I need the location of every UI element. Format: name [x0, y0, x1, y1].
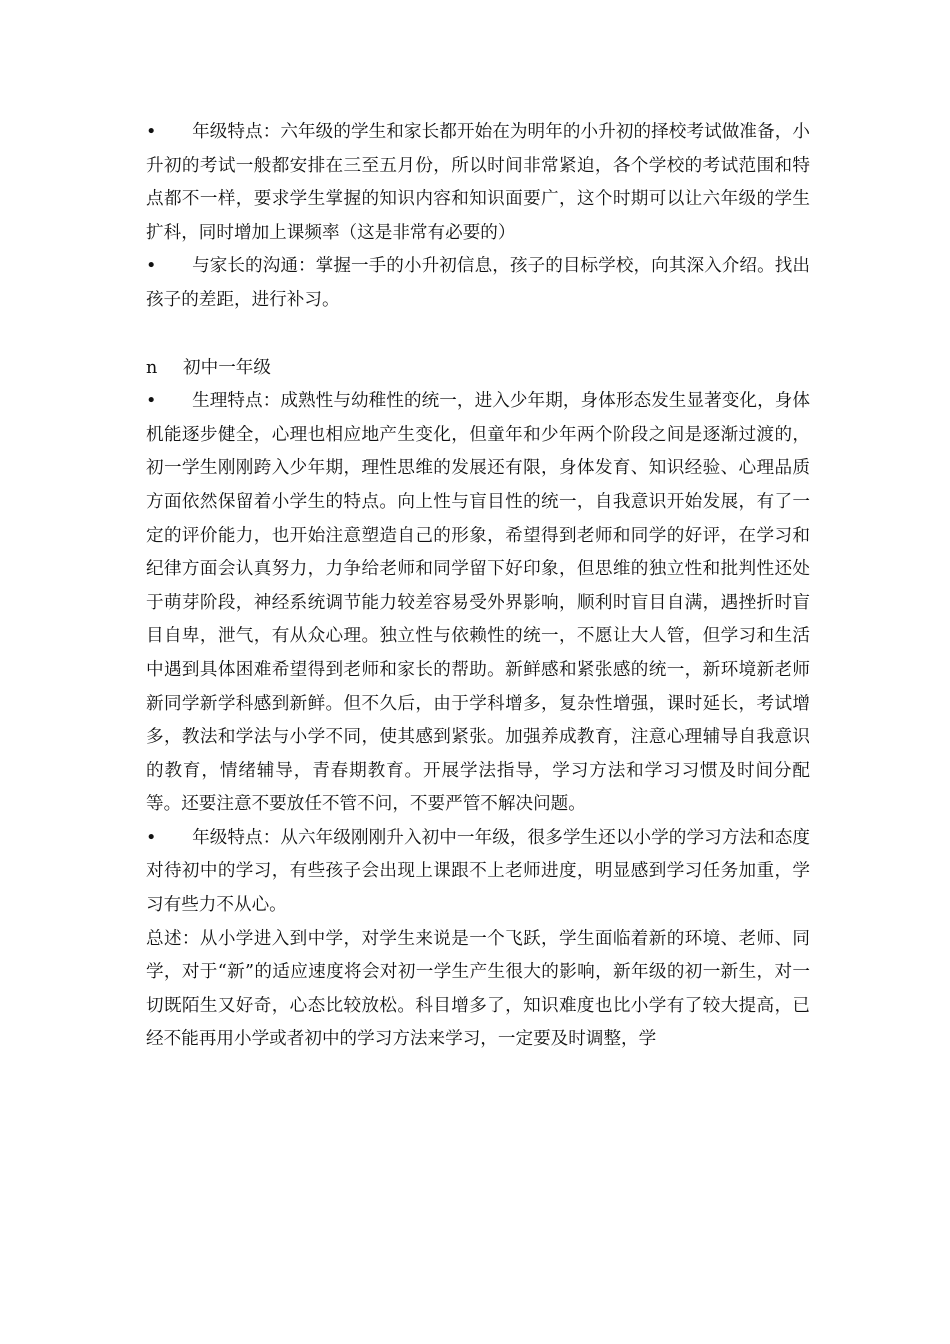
- paragraph-text: 年级特点：六年级的学生和家长都开始在为明年的小升初的择校考试做准备，小升初的考试一般都安排在三至五月份，所以时间非常紧迫，各个学校的考试范围和特点都不一样，要求学生掌握的知识内容和知识面要广，这个时期可以让六年级的学生扩科，同时增加上课频率（这是非常有必要的）: [146, 122, 810, 243]
- paragraph-text: 生理特点：成熟性与幼稚性的统一，进入少年期，身体形态发生显著变化，身体机能逐步健全，心理也相应地产生变化，但童年和少年两个阶段之间是逐渐过渡的，初一学生刚刚跨入少年期，理性思维的发展还有限，身体发育、知识经验、心理品质方面依然保留着小学生的特点。向上性与盲目性的统一，自我意识开始发展，有了一定的评价能力，也开始注意塑造自己的形象，希望得到老师和同学的好评，在学习和纪律方面会认真努力，力争给老师和同学留下好印象，但思维的独立性和批判性还处于萌芽阶段，神经系统调节能力较差容易受外界影响，顺利时盲目自满，遇挫折时盲目自卑，泄气，有从众心理。独立性与依赖性的统一，不愿让大人管，但学习和生活中遇到具体困难希望得到老师和家长的帮助。新鲜感和紧张感的统一，新环境新老师新同学新学科感到新鲜。但不久后，由于学科增多，复杂性增强，课时延长，考试增多，教法和学法与小学不同，使其感到紧张。加强养成教育，注意心理辅导自我意识的教育，情绪辅导，青春期教育。开展学法指导，学习方法和学习习惯及时间分配等。还要注意不要放任不管不问，不要严管不解决问题。: [146, 391, 810, 815]
- section-heading: [146, 352, 810, 386]
- bullet-icon: •: [146, 256, 157, 277]
- bullet-paragraph-physiological-traits: [146, 385, 810, 822]
- paragraph-text: 与家长的沟通：掌握一手的小升初信息，孩子的目标学校，向其深入介绍。找出孩子的差距，进行补习。: [146, 256, 810, 310]
- bullet-paragraph-grade-traits-6: [146, 116, 810, 250]
- heading-marker: n: [146, 357, 158, 378]
- bullet-paragraph-parent-communication: [146, 250, 810, 317]
- document-page: [146, 116, 810, 1057]
- bullet-icon: •: [146, 391, 157, 412]
- paragraph-text: 年级特点：从六年级刚刚升入初中一年级，很多学生还以小学的学习方法和态度对待初中的学习，有些孩子会出现上课跟不上老师进度，明显感到学习任务加重，学习有些力不从心。: [146, 827, 810, 916]
- bullet-icon: •: [146, 122, 157, 142]
- heading-text: 初中一年级: [183, 357, 271, 378]
- blank-line: [146, 318, 810, 352]
- bullet-icon: •: [146, 827, 157, 848]
- bullet-paragraph-grade-traits-7: [146, 822, 810, 923]
- summary-paragraph: 总述：从小学进入到中学，对学生来说是一个飞跃，学生面临着新的环境、老师、同学，对于“新”的适应速度将会对初一学生产生很大的影响，新年级的初一新生，对一切既陌生又好奇，心态比较放松。科目增多了，知识难度也比小学有了较大提高，已经不能再用小学或者初中的学习方法来学习，一定要及时调整，学: [146, 928, 810, 1050]
